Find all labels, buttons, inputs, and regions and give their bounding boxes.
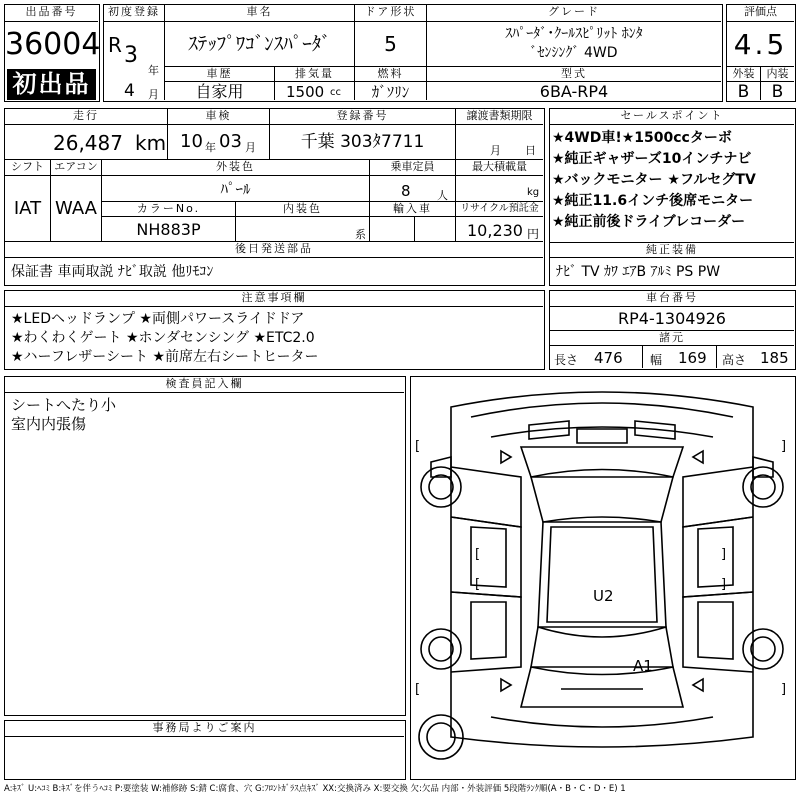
door-label: ドア形状 <box>355 5 427 22</box>
fuel-value: ｶﾞｿﾘﾝ <box>355 82 427 100</box>
grade-line-1: ｽﾊﾟｰﾀﾞ･ｸｰﾙｽﾋﾟﾘｯﾄ ﾎﾝﾀ <box>505 26 643 42</box>
later-parts-value: 保証書 車両取説 ﾅﾋﾞ取説 他ﾘﾓｺﾝ <box>11 264 214 280</box>
import-label: 輸入車 <box>370 202 456 217</box>
inspection-label: 車検 <box>168 109 270 125</box>
top-info-table <box>103 4 723 102</box>
sales-point-2: ★純正ギャザーズ10インチナビ <box>552 151 752 167</box>
inspection-month: 03 <box>219 131 242 152</box>
inspector-line-2: 室内内張傷 <box>11 415 87 433</box>
damage-mark-a1: A1 <box>633 657 653 675</box>
caution-line-2: ★わくわくゲート ★ホンダセンシング ★ETC2.0 <box>11 330 315 346</box>
import-cell <box>370 217 415 242</box>
chassis-value: RP4-1304926 <box>550 307 794 331</box>
load-unit: kg <box>527 187 540 198</box>
bracket-right-bottom: ] <box>781 682 787 697</box>
equipment-label: 純正装備 <box>550 242 794 258</box>
first-listing-badge: 初出品 <box>7 69 96 100</box>
capacity-value: 8 <box>401 182 411 200</box>
recycle-value: 10,230 <box>467 221 523 240</box>
car-name: ｽﾃｯﾌﾟﾜｺﾞﾝｽﾊﾟｰﾀﾞ <box>165 22 355 67</box>
mileage-label: 走行 <box>5 109 168 125</box>
bracket-right-mid-1: ] <box>721 547 727 562</box>
first-reg-era: R <box>108 33 122 57</box>
color-no-label: カラーNo. <box>102 202 236 217</box>
car-diagram <box>411 377 794 778</box>
import-cell-2 <box>415 217 456 242</box>
hood-outline <box>521 447 683 477</box>
first-reg-label: 初度登録 <box>104 5 165 22</box>
first-reg-year-unit: 年 <box>148 64 159 77</box>
first-reg-year: 3 <box>124 43 138 68</box>
displacement-value: 1500 <box>286 83 325 101</box>
legend: A:ｷｽﾞ U:ﾍｺﾐ B:ｷｽﾞを伴うﾍｺﾐ P:要塗装 W:補修跡 S:錆 C:腐食、穴 G:ﾌﾛﾝﾄｶﾞﾗｽ点ｷｽﾞ XX:交換済み X:要交換 欠:欠品 内部・外装評価 5段階ﾗﾝｸ順(A・B・C・D・E) 1 <box>4 784 626 794</box>
mileage-value: 26,487 <box>53 131 123 155</box>
height-value: 185 <box>760 349 789 367</box>
sales-point-1: ★4WD車!★1500ccターボ <box>552 130 732 146</box>
bracket-left-mid-2: [ <box>475 577 481 592</box>
office-label: 事務局よりご案内 <box>5 721 404 737</box>
dims-divider-1 <box>642 346 643 368</box>
displacement-unit: cc <box>330 87 341 98</box>
displacement-label: 排気量 <box>275 67 355 82</box>
grade-line-2: ﾞｾﾝｼﾝｸﾞ 4WD <box>530 45 618 61</box>
color-no-value: NH883P <box>102 217 236 242</box>
sales-point-3: ★バックモニター ★フルセグTV <box>552 172 756 188</box>
model-value: 6BA-RP4 <box>539 82 609 101</box>
chassis-box <box>549 290 796 370</box>
width-value: 169 <box>678 349 707 367</box>
dims-label: 諸元 <box>550 331 794 346</box>
inspection-month-unit: 月 <box>245 141 256 154</box>
listing-number-label: 出品番号 <box>5 5 98 22</box>
grade-label: グレード <box>427 5 721 22</box>
int-color-label: 内装色 <box>236 202 370 217</box>
office-box <box>4 720 406 780</box>
inspector-label: 検査員記入欄 <box>5 377 404 393</box>
ext-color-value: ﾊﾟｰﾙ <box>102 176 370 202</box>
listing-box <box>4 4 100 102</box>
rating-label: 評価点 <box>727 5 794 22</box>
length-label: 長さ <box>554 353 579 367</box>
inspection-year-unit: 年 <box>205 141 216 154</box>
first-reg-month: 4 <box>124 81 135 101</box>
sales-point-4: ★純正11.6インチ後席モニター <box>552 193 754 209</box>
dims-divider-2 <box>716 346 717 368</box>
plate-value: 千葉 303ﾀ7711 <box>270 125 456 160</box>
wheel-front-left <box>421 467 461 507</box>
caution-line-1: ★LEDヘッドランプ ★両側パワースライドドア <box>11 311 305 327</box>
rating-box <box>726 4 796 102</box>
rating-score: 4.5 <box>727 22 794 67</box>
damage-diagram-box <box>410 376 796 780</box>
listing-number: 36004 <box>5 27 101 62</box>
history-value: 自家用 <box>165 82 275 100</box>
ext-grade-label: 外装 <box>727 67 761 82</box>
transfer-day-unit: 日 <box>525 144 536 157</box>
wheel-rear-left <box>421 629 461 669</box>
later-parts-label: 後日発送部品 <box>5 242 543 258</box>
recycle-label: リサイクル預託金 <box>456 202 543 217</box>
damage-mark-u2: U2 <box>593 587 614 605</box>
int-color-unit: 系 <box>355 228 366 241</box>
body-outline <box>451 392 753 747</box>
vehicle-details-table <box>4 108 545 286</box>
transfer-label: 譲渡書類期限 <box>456 109 543 125</box>
chassis-label: 車台番号 <box>550 291 794 307</box>
model-label: 型式 <box>427 67 721 82</box>
inspection-year: 10 <box>180 131 203 152</box>
load-label: 最大積載量 <box>456 160 543 176</box>
inspector-box <box>4 376 406 716</box>
sales-point-5: ★純正前後ドライブレコーダー <box>552 214 746 230</box>
int-color-cell <box>236 217 370 242</box>
sales-points-box <box>549 108 796 286</box>
bracket-left-top: [ <box>415 439 421 454</box>
roof <box>538 522 666 627</box>
mileage-unit: km <box>135 131 167 155</box>
equipment-value: ﾅﾋﾞ TV ｶﾜ ｴｱB ｱﾙﾐ PS PW <box>556 264 721 280</box>
recycle-unit: 円 <box>527 227 540 241</box>
height-label: 高さ <box>722 353 747 367</box>
plate-label: 登録番号 <box>270 109 456 125</box>
inspector-line-1: シートへたり小 <box>11 396 117 414</box>
ac-value: WAA <box>51 176 102 242</box>
shift-label: シフト <box>5 160 51 176</box>
length-value: 476 <box>594 349 623 367</box>
door-value: 5 <box>355 22 427 67</box>
bracket-left-bottom: [ <box>415 682 421 697</box>
fuel-label: 燃料 <box>355 67 427 82</box>
capacity-label: 乗車定員 <box>370 160 456 176</box>
transfer-month-unit: 月 <box>490 144 501 157</box>
ext-color-label: 外装色 <box>102 160 370 176</box>
shift-value: IAT <box>5 176 51 242</box>
caution-box <box>4 290 545 370</box>
capacity-unit: 人 <box>437 189 448 202</box>
int-grade-label: 内装 <box>761 67 794 82</box>
width-label: 幅 <box>650 353 663 367</box>
int-grade: B <box>771 82 784 102</box>
bracket-left-mid-1: [ <box>475 547 481 562</box>
caution-label: 注意事項欄 <box>5 291 543 307</box>
first-reg-month-unit: 月 <box>148 88 159 101</box>
ext-grade: B <box>727 82 761 100</box>
ac-label: エアコン <box>51 160 102 176</box>
wheel-front-right <box>743 467 783 507</box>
history-label: 車歴 <box>165 67 275 82</box>
car-name-label: 車名 <box>165 5 355 22</box>
bracket-right-top: ] <box>781 439 787 454</box>
caution-line-3: ★ハーフレザーシート ★前席左右シートヒーター <box>11 349 319 365</box>
sales-points-label: セールスポイント <box>550 109 794 125</box>
bracket-right-mid-2: ] <box>721 577 727 592</box>
wheel-rear-right <box>743 629 783 669</box>
